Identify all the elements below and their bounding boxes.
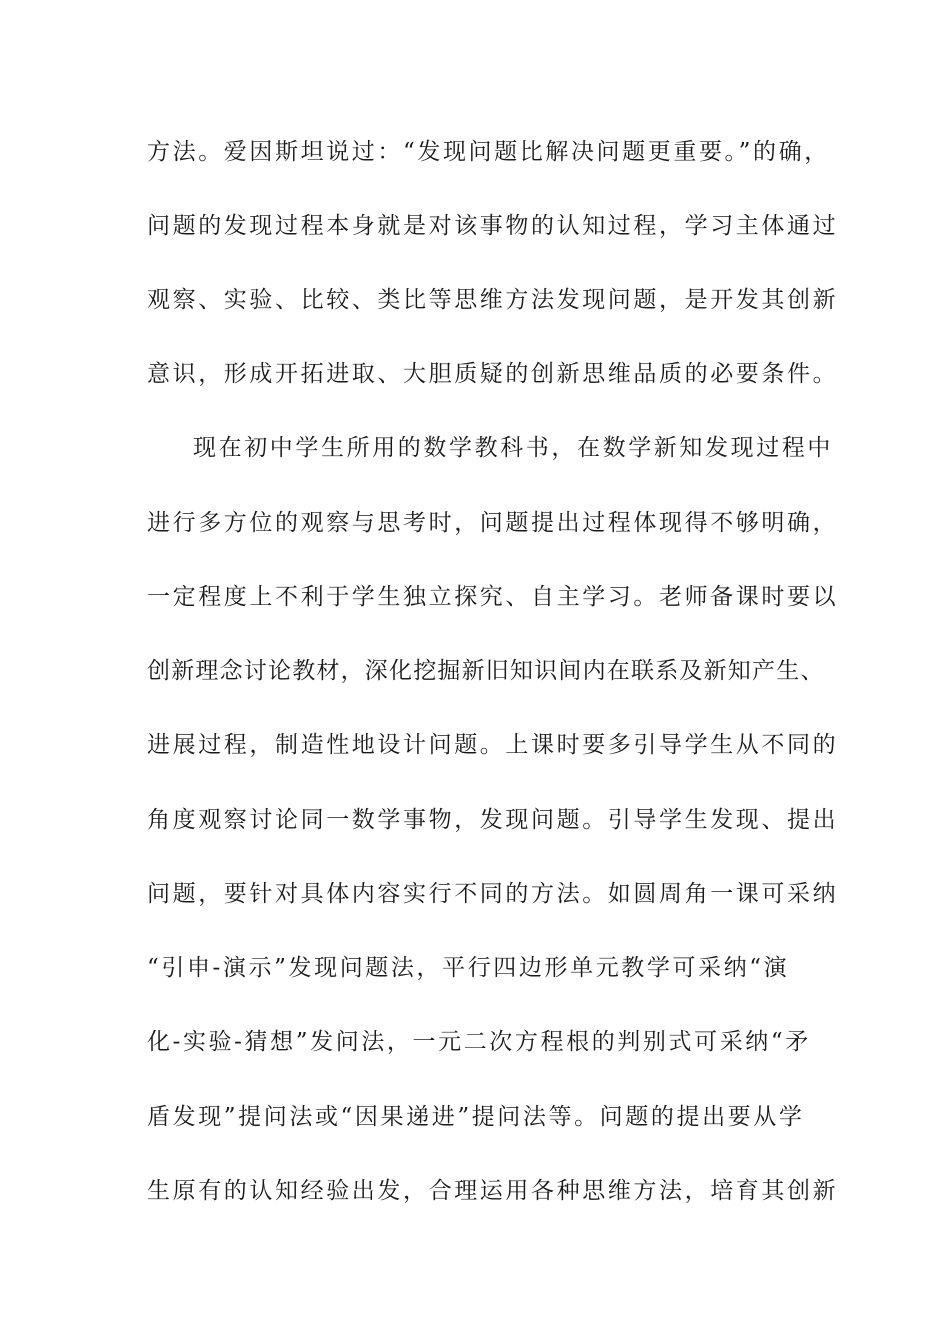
text-line-11: 问题，要针对具体内容实行不同的方法。如圆周角一课可采纳: [147, 881, 839, 907]
text-line-1: 方法。爱因斯坦说过：“发现问题比解决问题更重要。”的确，: [147, 139, 830, 165]
text-line-9: 进展过程，制造性地设计问题。上课时要多引导学生从不同的: [147, 732, 839, 758]
text-line-15: 生原有的认知经验出发，合理运用各种思维方法，培育其创新: [147, 1178, 839, 1204]
text-line-8: 创新理念讨论教材，深化挖掘新旧知识间内在联系及新知产生、: [147, 658, 825, 684]
text-line-12: “引申-演示”发现问题法，平行四边形单元教学可采纳“演: [147, 955, 790, 981]
text-line-10: 角度观察讨论同一数学事物，发现问题。引导学生发现、提出: [147, 807, 839, 833]
text-line-14: 盾发现”提问法或“因果递进”提问法等。问题的提出要从学: [147, 1104, 805, 1130]
text-line-6: 进行多方位的观察与思考时，问题提出过程体现得不够明确，: [147, 510, 839, 536]
text-line-13: 化-实验-猜想”发问法，一元二次方程根的判别式可采纳“矛: [147, 1029, 811, 1055]
text-line-4: 意识，形成开拓进取、大胆质疑的创新思维品质的必要条件。: [147, 361, 839, 387]
text-line-2: 问题的发现过程本身就是对该事物的认知过程，学习主体通过: [147, 213, 839, 239]
text-line-3: 观察、实验、比较、类比等思维方法发现问题，是开发其创新: [147, 287, 839, 313]
text-line-7: 一定程度上不利于学生独立探究、自主学习。老师备课时要以: [147, 584, 839, 610]
paragraph-start-line: 现在初中学生所用的数学教科书，在数学新知发现过程中: [193, 435, 833, 461]
